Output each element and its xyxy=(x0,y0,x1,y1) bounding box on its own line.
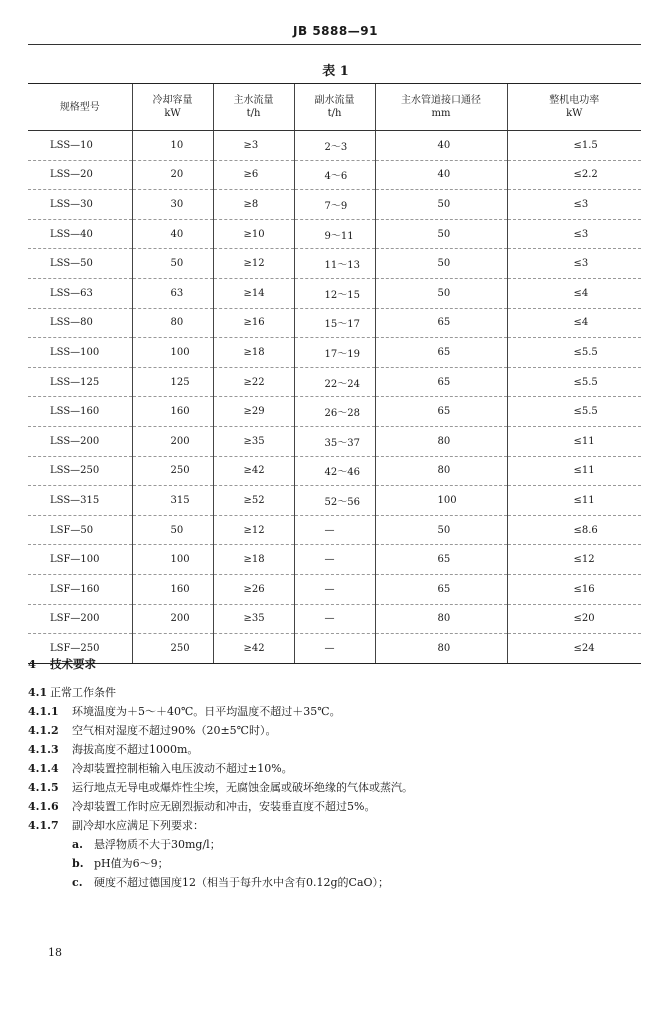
list-item-label: a. xyxy=(72,838,83,851)
power-cell: ≤3 xyxy=(507,190,641,220)
clause-number: 4.1.6 xyxy=(28,800,59,813)
main-flow-cell: ≥10 xyxy=(213,219,294,249)
table-row xyxy=(28,160,641,190)
model-cell: LSF—50 xyxy=(28,515,132,545)
table-row xyxy=(28,486,641,516)
pipe-diameter-cell: 50 xyxy=(375,249,507,279)
main-flow-cell: ≥22 xyxy=(213,367,294,397)
power-cell: ≤4 xyxy=(507,308,641,338)
power-cell: ≤5.5 xyxy=(507,367,641,397)
table-row xyxy=(28,338,641,368)
capacity-cell: 10 xyxy=(132,131,213,161)
main-flow-cell: ≥42 xyxy=(213,634,294,664)
sub-flow-cell: — xyxy=(294,545,375,575)
model-cell: LSS—80 xyxy=(28,308,132,338)
pipe-diameter-cell: 50 xyxy=(375,190,507,220)
table-row xyxy=(28,278,641,308)
spec-table xyxy=(28,83,641,664)
pipe-diameter-cell: 65 xyxy=(375,574,507,604)
sub-flow-cell: 4～6 xyxy=(294,160,375,190)
column-header: 规格型号 xyxy=(28,84,132,131)
model-cell: LSF—160 xyxy=(28,574,132,604)
model-cell: LSF—200 xyxy=(28,604,132,634)
model-cell: LSS—125 xyxy=(28,367,132,397)
main-flow-cell: ≥3 xyxy=(213,131,294,161)
main-flow-cell: ≥12 xyxy=(213,515,294,545)
main-flow-cell: ≥18 xyxy=(213,545,294,575)
capacity-cell: 50 xyxy=(132,249,213,279)
table-row xyxy=(28,397,641,427)
table-row xyxy=(28,131,641,161)
power-cell: ≤20 xyxy=(507,604,641,634)
main-flow-cell: ≥6 xyxy=(213,160,294,190)
power-cell: ≤3 xyxy=(507,249,641,279)
capacity-cell: 30 xyxy=(132,190,213,220)
power-cell: ≤5.5 xyxy=(507,397,641,427)
power-cell: ≤11 xyxy=(507,486,641,516)
sub-flow-cell: 26～28 xyxy=(294,397,375,427)
clause-text: 空气相对湿度不超过90%（20±5℃时）。 xyxy=(72,724,277,737)
model-cell: LSS—250 xyxy=(28,456,132,486)
clause-text: 副冷却水应满足下列要求： xyxy=(72,819,204,832)
pipe-diameter-cell: 50 xyxy=(375,515,507,545)
table-row xyxy=(28,190,641,220)
sub-flow-cell: 11～13 xyxy=(294,249,375,279)
power-cell: ≤3 xyxy=(507,219,641,249)
section-heading: 4 技术要求 xyxy=(28,657,96,671)
table-row xyxy=(28,367,641,397)
clause xyxy=(28,779,413,795)
model-cell: LSS—200 xyxy=(28,426,132,456)
list-item-label: b. xyxy=(72,857,84,870)
power-cell: ≤12 xyxy=(507,545,641,575)
power-cell: ≤11 xyxy=(507,426,641,456)
clause-number: 4.1.7 xyxy=(28,819,59,832)
pipe-diameter-cell: 65 xyxy=(375,308,507,338)
page-number: 18 xyxy=(48,946,62,959)
main-flow-cell: ≥52 xyxy=(213,486,294,516)
sub-flow-cell: 22～24 xyxy=(294,367,375,397)
pipe-diameter-cell: 65 xyxy=(375,367,507,397)
clause xyxy=(28,703,341,719)
table-title: 表 1 xyxy=(322,64,349,79)
model-cell: LSF—100 xyxy=(28,545,132,575)
main-flow-cell: ≥29 xyxy=(213,397,294,427)
main-flow-cell: ≥12 xyxy=(213,249,294,279)
main-flow-cell: ≥42 xyxy=(213,456,294,486)
column-header: 主水流量 t/h xyxy=(213,84,294,131)
sub-flow-cell: 52～56 xyxy=(294,486,375,516)
clause-number: 4.1.2 xyxy=(28,724,59,737)
model-cell: LSS—20 xyxy=(28,160,132,190)
capacity-cell: 100 xyxy=(132,545,213,575)
pipe-diameter-cell: 80 xyxy=(375,634,507,664)
sub-flow-cell: — xyxy=(294,604,375,634)
clause-number: 4.1.3 xyxy=(28,743,59,756)
pipe-diameter-cell: 100 xyxy=(375,486,507,516)
clause xyxy=(28,817,204,833)
table-row xyxy=(28,426,641,456)
sub-flow-cell: — xyxy=(294,574,375,604)
list-item xyxy=(72,855,169,871)
model-cell: LSS—40 xyxy=(28,219,132,249)
capacity-cell: 250 xyxy=(132,634,213,664)
list-item-text: 硬度不超过德国度12（相当于每升水中含有0.12g的CaO）； xyxy=(94,876,390,889)
sub-flow-cell: 12～15 xyxy=(294,278,375,308)
column-header: 主水管道接口通径 mm xyxy=(375,84,507,131)
list-item-text: 悬浮物质不大于30mg/l； xyxy=(94,838,221,851)
clause-text: 环境温度为＋5～＋40℃。日平均温度不超过＋35℃。 xyxy=(72,705,341,718)
clause-number: 4.1 xyxy=(28,686,48,699)
capacity-cell: 50 xyxy=(132,515,213,545)
table-row xyxy=(28,219,641,249)
model-cell: LSS—63 xyxy=(28,278,132,308)
pipe-diameter-cell: 50 xyxy=(375,219,507,249)
sub-flow-cell: 35～37 xyxy=(294,426,375,456)
power-cell: ≤11 xyxy=(507,456,641,486)
clause-text: 运行地点无导电或爆炸性尘埃，无腐蚀金属或破坏绝缘的气体或蒸汽。 xyxy=(72,781,413,794)
clause xyxy=(28,741,198,757)
clause-number: 4.1.5 xyxy=(28,781,59,794)
sub-flow-cell: 42～46 xyxy=(294,456,375,486)
capacity-cell: 40 xyxy=(132,219,213,249)
list-item xyxy=(72,836,221,852)
clause-number: 4.1.1 xyxy=(28,705,59,718)
clause-text: 正常工作条件 xyxy=(50,686,116,699)
main-flow-cell: ≥26 xyxy=(213,574,294,604)
list-item xyxy=(72,874,389,890)
column-header: 整机电功率 kW xyxy=(507,84,641,131)
pipe-diameter-cell: 50 xyxy=(375,278,507,308)
table-row xyxy=(28,545,641,575)
capacity-cell: 200 xyxy=(132,604,213,634)
model-cell: LSS—10 xyxy=(28,131,132,161)
list-item-text: pH值为6～9； xyxy=(94,857,169,870)
sub-flow-cell: 2～3 xyxy=(294,131,375,161)
pipe-diameter-cell: 65 xyxy=(375,545,507,575)
clause-text: 海拔高度不超过1000m。 xyxy=(72,743,199,756)
model-cell: LSS—50 xyxy=(28,249,132,279)
table-header-row xyxy=(28,84,641,131)
clause-number: 4.1.4 xyxy=(28,762,59,775)
header-rule xyxy=(28,44,641,45)
clause xyxy=(28,760,293,776)
pipe-diameter-cell: 65 xyxy=(375,338,507,368)
capacity-cell: 125 xyxy=(132,367,213,397)
capacity-cell: 250 xyxy=(132,456,213,486)
pipe-diameter-cell: 80 xyxy=(375,426,507,456)
capacity-cell: 20 xyxy=(132,160,213,190)
clause xyxy=(28,722,276,738)
table-row xyxy=(28,515,641,545)
sub-flow-cell: — xyxy=(294,634,375,664)
sub-flow-cell: — xyxy=(294,515,375,545)
column-header: 冷却容量 kW xyxy=(132,84,213,131)
capacity-cell: 160 xyxy=(132,574,213,604)
model-cell: LSF—250 xyxy=(28,634,132,664)
pipe-diameter-cell: 40 xyxy=(375,131,507,161)
pipe-diameter-cell: 80 xyxy=(375,456,507,486)
list-item-label: c. xyxy=(72,876,83,889)
column-header: 副水流量 t/h xyxy=(294,84,375,131)
sub-flow-cell: 7～9 xyxy=(294,190,375,220)
technical-requirements xyxy=(28,656,648,946)
pipe-diameter-cell: 40 xyxy=(375,160,507,190)
clause xyxy=(28,798,375,814)
main-flow-cell: ≥8 xyxy=(213,190,294,220)
table-row xyxy=(28,604,641,634)
model-cell: LSS—30 xyxy=(28,190,132,220)
power-cell: ≤16 xyxy=(507,574,641,604)
main-flow-cell: ≥14 xyxy=(213,278,294,308)
capacity-cell: 100 xyxy=(132,338,213,368)
sub-flow-cell: 9～11 xyxy=(294,219,375,249)
power-cell: ≤24 xyxy=(507,634,641,664)
power-cell: ≤4 xyxy=(507,278,641,308)
clause-text: 冷却装置工作时应无剧烈振动和冲击，安装垂直度不超过5%。 xyxy=(72,800,376,813)
clause xyxy=(28,684,116,700)
table-row xyxy=(28,308,641,338)
sub-flow-cell: 15～17 xyxy=(294,308,375,338)
pipe-diameter-cell: 80 xyxy=(375,604,507,634)
model-cell: LSS—160 xyxy=(28,397,132,427)
main-flow-cell: ≥18 xyxy=(213,338,294,368)
capacity-cell: 315 xyxy=(132,486,213,516)
main-flow-cell: ≥16 xyxy=(213,308,294,338)
capacity-cell: 80 xyxy=(132,308,213,338)
capacity-cell: 160 xyxy=(132,397,213,427)
clause-text: 冷却装置控制柜输入电压波动不超过±10%。 xyxy=(72,762,293,775)
capacity-cell: 63 xyxy=(132,278,213,308)
capacity-cell: 200 xyxy=(132,426,213,456)
table-row xyxy=(28,249,641,279)
pipe-diameter-cell: 65 xyxy=(375,397,507,427)
power-cell: ≤1.5 xyxy=(507,131,641,161)
main-flow-cell: ≥35 xyxy=(213,426,294,456)
power-cell: ≤2.2 xyxy=(507,160,641,190)
main-flow-cell: ≥35 xyxy=(213,604,294,634)
model-cell: LSS—315 xyxy=(28,486,132,516)
power-cell: ≤8.6 xyxy=(507,515,641,545)
sub-flow-cell: 17～19 xyxy=(294,338,375,368)
table-row xyxy=(28,456,641,486)
model-cell: LSS—100 xyxy=(28,338,132,368)
table-row xyxy=(28,574,641,604)
standard-number: JB 5888—91 xyxy=(293,24,378,38)
power-cell: ≤5.5 xyxy=(507,338,641,368)
